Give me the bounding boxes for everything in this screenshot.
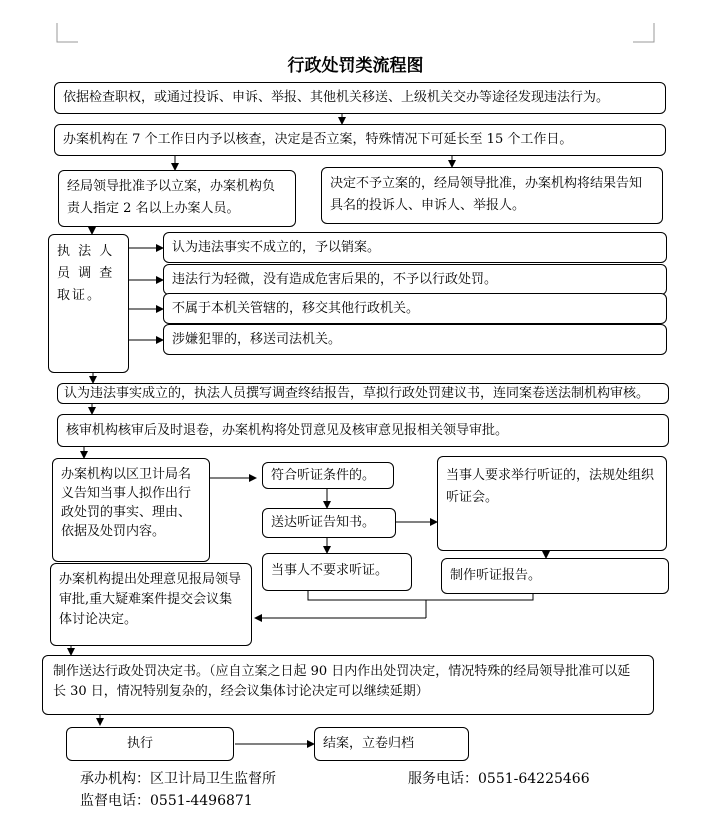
result-transfer-judicial: 涉嫌犯罪的，移送司法机关。 <box>163 324 667 355</box>
step-investigate: 执 法 人 员 调 查 取证。 <box>48 234 129 373</box>
step-execute: 执行 <box>66 727 234 761</box>
result-transfer-agency: 不属于本机关管辖的，移交其他行政机关。 <box>163 293 667 324</box>
step-reject-case: 决定不予立案的，经局领导批准，办案机构将结果告知具名的投诉人、申诉人、举报人。 <box>321 167 663 224</box>
step-issue-decision: 制作送达行政处罚决定书。（应自立案之日起 90 日内作出处罚决定，情况特殊的经局领导批准可以延长 30 日，情况特别复杂的，经会议集体讨论决定可以继续延期） <box>42 655 654 715</box>
hearing-requested: 当事人要求举行听证的，法规处组织听证会。 <box>437 456 667 551</box>
step-propose-decision: 办案机构提出处理意见报局领导审批,重大疑难案件提交会议集体讨论决定。 <box>50 563 252 646</box>
step-verify-and-decide: 办案机构在 7 个工作日内予以核查，决定是否立案，特殊情况下可延长至 15 个工作日。 <box>54 124 666 156</box>
step-discover-violation: 依据检查职权，或通过投诉、申诉、举报、其他机关移送、上级机关交办等途径发现违法行为。 <box>54 82 666 114</box>
result-no-penalty: 违法行为轻微，没有造成危害后果的，不予以行政处罚。 <box>163 264 667 295</box>
hearing-not-requested: 当事人不要求听证。 <box>262 553 412 591</box>
step-notify-party: 办案机构以区卫计局名义告知当事人拟作出行政处罚的事实、理由、依据及处罚内容。 <box>52 458 210 562</box>
step-close-archive: 结案，立卷归档 <box>314 727 469 761</box>
hearing-notice-sent: 送达听证告知书。 <box>262 508 396 538</box>
step-investigation-report: 认为违法事实成立的，执法人员撰写调查终结报告，草拟行政处罚建议书，连同案卷送法制机构审核。 <box>57 383 669 404</box>
step-approve-case: 经局领导批准予以立案，办案机构负责人指定 2 名以上办案人员。 <box>58 170 296 227</box>
footer-supervision-phone: 监督电话：0551-4496871 <box>80 793 253 809</box>
footer-service-phone: 服务电话：0551-64225466 <box>408 771 590 787</box>
result-cancel-case: 认为违法事实不成立的，予以销案。 <box>163 232 667 263</box>
step-review-and-approve: 核审机构核审后及时退卷，办案机构将处罚意见及核审意见报相关领导审批。 <box>57 414 669 447</box>
footer-organization: 承办机构：区卫计局卫生监督所 <box>80 771 276 787</box>
hearing-report: 制作听证报告。 <box>441 558 669 594</box>
hearing-eligible: 符合听证条件的。 <box>262 462 394 489</box>
page-title: 行政处罚类流程图 <box>287 56 424 76</box>
